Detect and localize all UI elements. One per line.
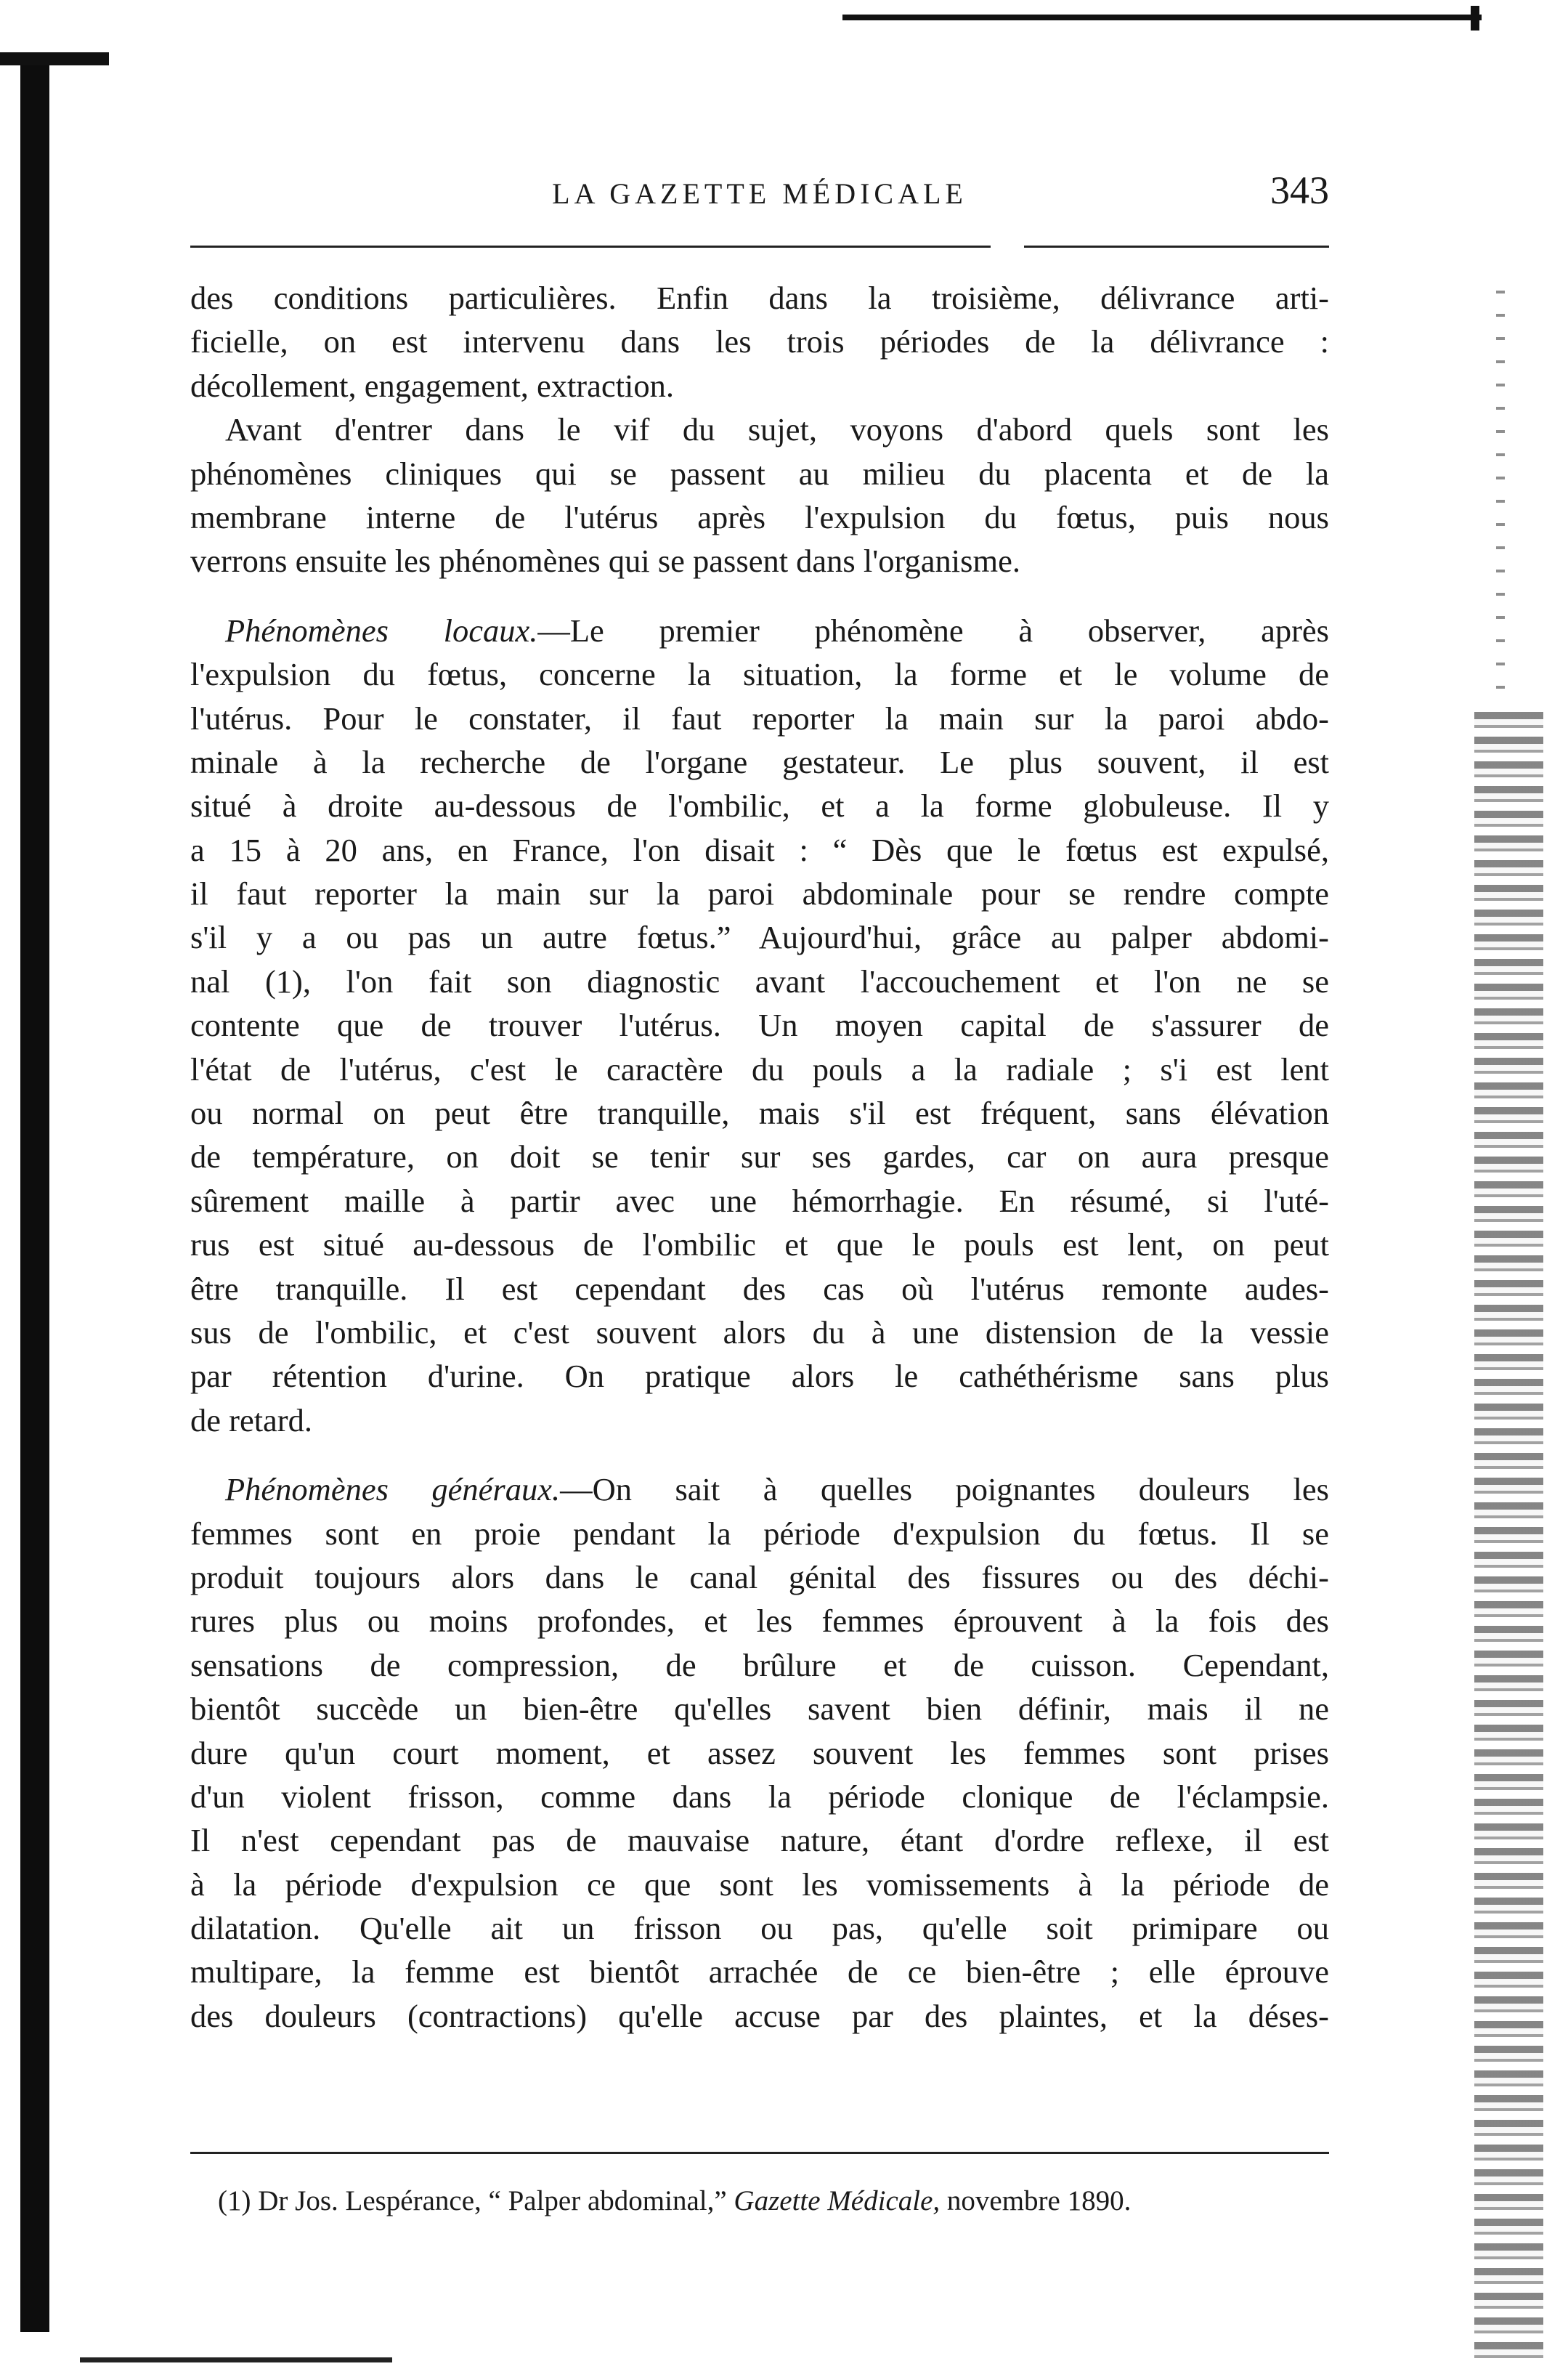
section-heading-line <box>190 609 1329 652</box>
text-line: minale à la recherche de l'organe gestateur. Le plus souvent, il est <box>190 743 1329 780</box>
text-line: s'il y a ou pas un autre fœtus.” Aujourd'hui, grâce au palper abdomi- <box>190 919 1329 956</box>
section-title-general: Phénomènes généraux. <box>225 1471 561 1508</box>
footnote-marker: (1) <box>218 2185 251 2216</box>
text-line: ficielle, on est intervenu dans les trois périodes de la délivrance : <box>190 323 1329 360</box>
text-line: Il n'est cependant pas de mauvaise nature, étant d'ordre reflexe, il est <box>190 1822 1329 1859</box>
text-line: Avant d'entrer dans le vif du sujet, voyons d'abord quels sont les <box>225 411 1329 448</box>
scan-border-top <box>842 15 1482 20</box>
text-line: rus est situé au-dessous de l'ombilic et que le pouls est lent, on peut <box>190 1226 1329 1263</box>
text-line: verrons ensuite les phénomènes qui se passent dans l'organisme. <box>190 543 1020 580</box>
text-line: a 15 à 20 ans, en France, l'on disait : “ Dès que le fœtus est expulsé, <box>190 831 1329 868</box>
text-line: contente que de trouver l'utérus. Un moyen capital de s'assurer de <box>190 1007 1329 1044</box>
text-line: dure qu'un court moment, et assez souvent les femmes sont prises <box>190 1734 1329 1771</box>
text-line: à la période d'expulsion ce que sont les vomissements à la période de <box>190 1866 1329 1903</box>
scan-right-ticks <box>1496 291 1505 697</box>
text-run: —Le premier phénomène à observer, après <box>537 612 1329 649</box>
scan-page-edge <box>1474 712 1543 2361</box>
scan-binding-notch <box>0 52 109 65</box>
text-line: dilatation. Qu'elle ait un frisson ou pas, qu'elle soit primipare ou <box>190 1910 1329 1947</box>
scan-binding-edge <box>20 65 49 2332</box>
text-line: sensations de compression, de brûlure et de cuisson. Cependant, <box>190 1646 1329 1683</box>
text-line: produit toujours alors dans le canal génital des fissures ou des déchi- <box>190 1558 1329 1595</box>
footnote-date: novembre 1890. <box>940 2185 1132 2216</box>
text-line: des douleurs (contractions) qu'elle accuse par des plaintes, et la déses- <box>190 1997 1329 2034</box>
section-title-local: Phénomènes locaux. <box>225 612 538 649</box>
page-number: 343 <box>1270 169 1329 212</box>
text-line: nal (1), l'on fait son diagnostic avant l'accouchement et l'on ne se <box>190 963 1329 1000</box>
text-line: être tranquille. Il est cependant des cas où l'utérus remonte audes- <box>190 1270 1329 1307</box>
text-line: l'expulsion du fœtus, concerne la situation, la forme et le volume de <box>190 656 1329 693</box>
text-line: l'état de l'utérus, c'est le caractère du pouls a la radiale ; s'i est lent <box>190 1050 1329 1088</box>
body-text <box>190 276 1329 2038</box>
text-line: membrane interne de l'utérus après l'expulsion du fœtus, puis nous <box>190 498 1329 535</box>
header-rule <box>190 246 991 248</box>
footnote-journal: Gazette Médicale, <box>734 2185 941 2216</box>
text-line: situé à droite au-dessous de l'ombilic, et a la forme globuleuse. Il y <box>190 787 1329 825</box>
text-line: sus de l'ombilic, et c'est souvent alors du à une distension de la vessie <box>190 1313 1329 1351</box>
running-head: LA GAZETTE MÉDICALE <box>552 177 967 210</box>
text-line: par rétention d'urine. On pratique alors le cathéthérisme sans plus <box>190 1358 1329 1395</box>
text-line: sûrement maille à partir avec une hémorrhagie. En résumé, si l'uté- <box>190 1182 1329 1219</box>
scan-border-corner <box>1471 6 1479 31</box>
text-line: phénomènes cliniques qui se passent au milieu du placenta et de la <box>190 455 1329 492</box>
text-run: —On sait à quelles poignantes douleurs les <box>560 1471 1329 1508</box>
header-rule <box>1024 246 1329 248</box>
text-line: femmes sont en proie pendant la période d'expulsion du fœtus. Il se <box>190 1515 1329 1552</box>
text-line: il faut reporter la main sur la paroi abdominale pour se rendre compte <box>190 875 1329 912</box>
footnote-text: Dr Jos. Lespérance, “ Palper abdominal,” <box>251 2185 734 2216</box>
text-line: d'un violent frisson, comme dans la période clonique de l'éclampsie. <box>190 1778 1329 1815</box>
text-line: rures plus ou moins profondes, et les femmes éprouvent à la fois des <box>190 1603 1329 1640</box>
text-line: de température, on doit se tenir sur ses gardes, car on aura presque <box>190 1138 1329 1175</box>
section-heading-line <box>190 1467 1329 1511</box>
footnote-rule <box>190 2152 1329 2154</box>
text-line: ou normal on peut être tranquille, mais s'il est fréquent, sans élévation <box>190 1095 1329 1132</box>
scan-bottom-mark <box>80 2357 392 2362</box>
text-line: décollement, engagement, extraction. <box>190 367 674 404</box>
page-header <box>190 163 1329 214</box>
text-line: de retard. <box>190 1401 313 1438</box>
text-line: multipare, la femme est bientôt arrachée de ce bien-être ; elle éprouve <box>190 1953 1329 1991</box>
footnote <box>218 2179 1329 2223</box>
text-line: bientôt succède un bien-être qu'elles savent bien définir, mais il ne <box>190 1690 1329 1728</box>
text-line: des conditions particulières. Enfin dans la troisième, délivrance arti- <box>190 280 1329 316</box>
text-line: l'utérus. Pour le constater, il faut reporter la main sur la paroi abdo- <box>190 700 1329 737</box>
